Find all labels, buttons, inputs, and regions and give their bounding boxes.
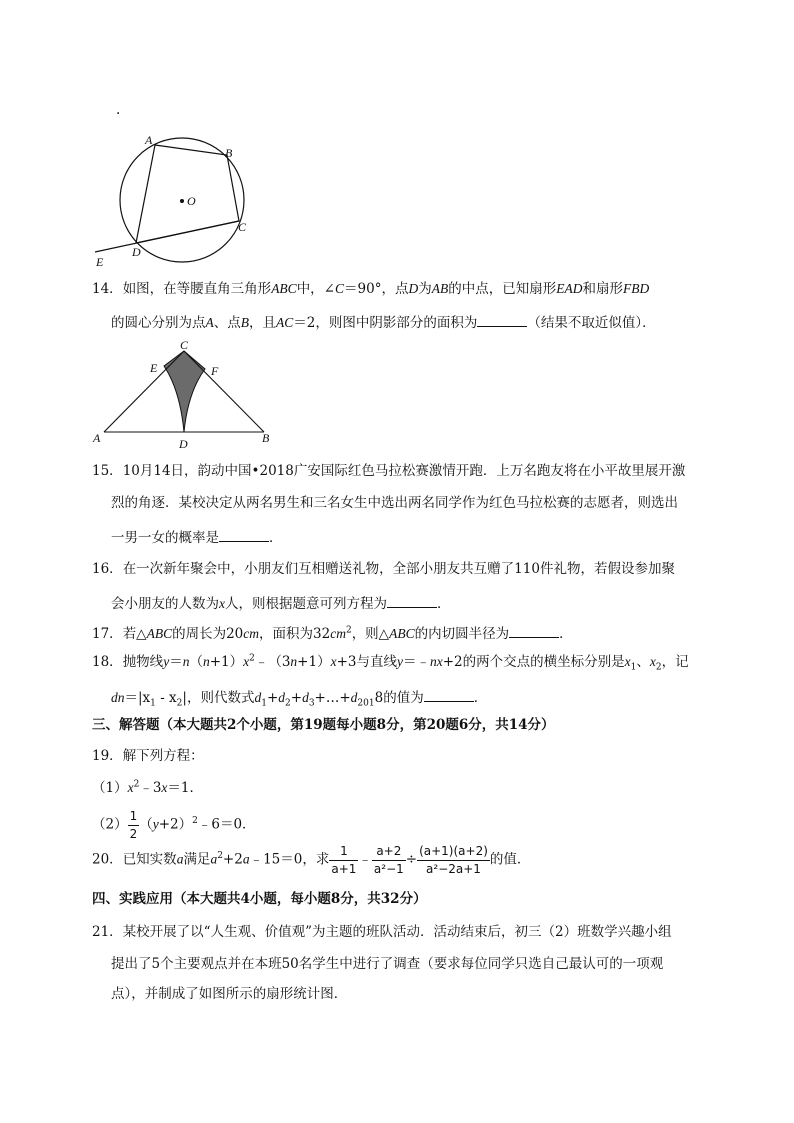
label-c: C bbox=[180, 338, 189, 352]
q20-number: 20． bbox=[92, 851, 123, 868]
section4-heading: 四、实践应用（本大题共4小题，每小题8分，共32分） bbox=[92, 891, 427, 907]
q17-line: 17．若△ABC的周长为20cm，面积为$32cm^2$，则△ABC的内切圆半径为 ． bbox=[92, 625, 573, 642]
q17-number: 17． bbox=[92, 626, 123, 642]
q19-number: 19． bbox=[92, 748, 123, 764]
label-b: B bbox=[225, 146, 233, 160]
q16-answer-blank[interactable] bbox=[387, 594, 437, 608]
fraction-2: $\frac{a+2}{\text{a²−1}}$ bbox=[373, 844, 404, 876]
q20-line: 20．已知实数a满足$a^2+2a﹣15=0$，求 $\frac{1}{a+1}$ ﹣ $\frac{a+2}{\text{a²−1}}$ ÷ $\frac{(a+1)(a+2)}{\text{a²−2a+1}}$ 的值． bbox=[92, 844, 531, 876]
q16-line1: 16．在一次新年聚会中，小朋友们互相赠送礼物，全部小朋友共互赠了110件礼物，若假设参加聚 bbox=[92, 561, 675, 577]
label-d: D bbox=[132, 245, 141, 259]
q15-number: 15． bbox=[92, 463, 123, 479]
triangle-sector-figure bbox=[90, 338, 280, 456]
q15-answer-blank[interactable] bbox=[219, 528, 269, 542]
label-c: C bbox=[238, 220, 247, 234]
fraction-1: $\frac{1}{a+1}$ bbox=[331, 844, 357, 876]
side-cb bbox=[184, 351, 264, 432]
shaded-region bbox=[164, 351, 205, 432]
label-d: D bbox=[179, 437, 188, 451]
q21-line3: 点），并制成了如图所示的扇形统计图． bbox=[111, 986, 348, 1002]
q18-answer-blank[interactable] bbox=[424, 688, 474, 702]
center-point-o bbox=[180, 199, 184, 203]
label-o: O bbox=[187, 194, 196, 208]
q16-line2: 会小朋友的人数为x人，则根据题意可列方程为 ． bbox=[111, 596, 451, 612]
label-b: B bbox=[262, 431, 270, 445]
fraction-3: $\frac{(a+1)(a+2)}{\text{a²−2a+1}}$ bbox=[419, 844, 488, 876]
label-a: A bbox=[145, 133, 153, 147]
circle-quadrilateral-figure bbox=[90, 128, 260, 268]
q19-line: 19．解下列方程： bbox=[92, 748, 204, 764]
q19-part2: （2） $\frac{1}{2}$ $(y+2)^2﹣6=0$． bbox=[92, 809, 256, 841]
q18-number: 18． bbox=[92, 654, 123, 670]
label-f: F bbox=[211, 364, 219, 378]
q14-line1: 14．如图，在等腰直角三角形ABC中，∠C＝90°，点D为AB的中点，已知扇形EAD和扇形FBD bbox=[92, 281, 650, 297]
q18-line2: $dn=|x_1 - x_2|$，则代数式$d_1+d_2+d_3+\dots+d_{201}8$的值为 ． bbox=[111, 690, 488, 709]
q21-line2: 提出了5个主要观点并在本班50名学生中进行了调查（要求每位同学只选自己最认可的一项观 bbox=[111, 956, 664, 972]
label-a: A bbox=[93, 431, 101, 445]
q19-part1: $(1)x^2﹣3x=1$． bbox=[92, 779, 204, 796]
q15-line2: 烈的角逐．某校决定从两名男生和三名女生中选出两名同学作为红色马拉松赛的志愿者，则选出 bbox=[111, 495, 678, 511]
q16-number: 16． bbox=[92, 561, 123, 577]
q14-line2: 的圆心分别为点A、点B，且AC＝2，则图中阴影部分的面积为 （结果不取近似值）． bbox=[111, 315, 656, 331]
q21-number: 21． bbox=[92, 924, 123, 940]
section3-heading: 三、解答题（本大题共2个小题，第19题每小题8分，第20题6分，共14分） bbox=[92, 717, 555, 733]
lead-dot: . bbox=[116, 102, 121, 118]
fraction-half: $\frac{1}{2}$ bbox=[129, 809, 138, 841]
q18-line1: 18．抛物线$y=n(n+1)x^2﹣(3n+1)x+3$与直线y＝﹣nx+2的两个交点的横坐标分别是$x_1$、$x_2$，记 bbox=[92, 653, 689, 673]
label-e: E bbox=[96, 255, 104, 268]
side-ac bbox=[104, 351, 184, 432]
label-e: E bbox=[150, 361, 158, 375]
q21-line1: 21．某校开展了以“人生观、价值观”为主题的班队活动．活动结束后，初三（2）班数学兴趣小组 bbox=[92, 924, 672, 940]
q14-answer-blank[interactable] bbox=[477, 313, 527, 327]
tangent-line-ed bbox=[95, 221, 239, 252]
q17-answer-blank[interactable] bbox=[509, 624, 559, 638]
q14-number: 14． bbox=[92, 281, 123, 297]
q15-line1: 15．10月14日，韵动中国•2018广安国际红色马拉松赛激情开跑．上万名跑友将在小平故里展开激 bbox=[92, 463, 686, 479]
q15-line3: 一男一女的概率是 ． bbox=[111, 530, 283, 546]
